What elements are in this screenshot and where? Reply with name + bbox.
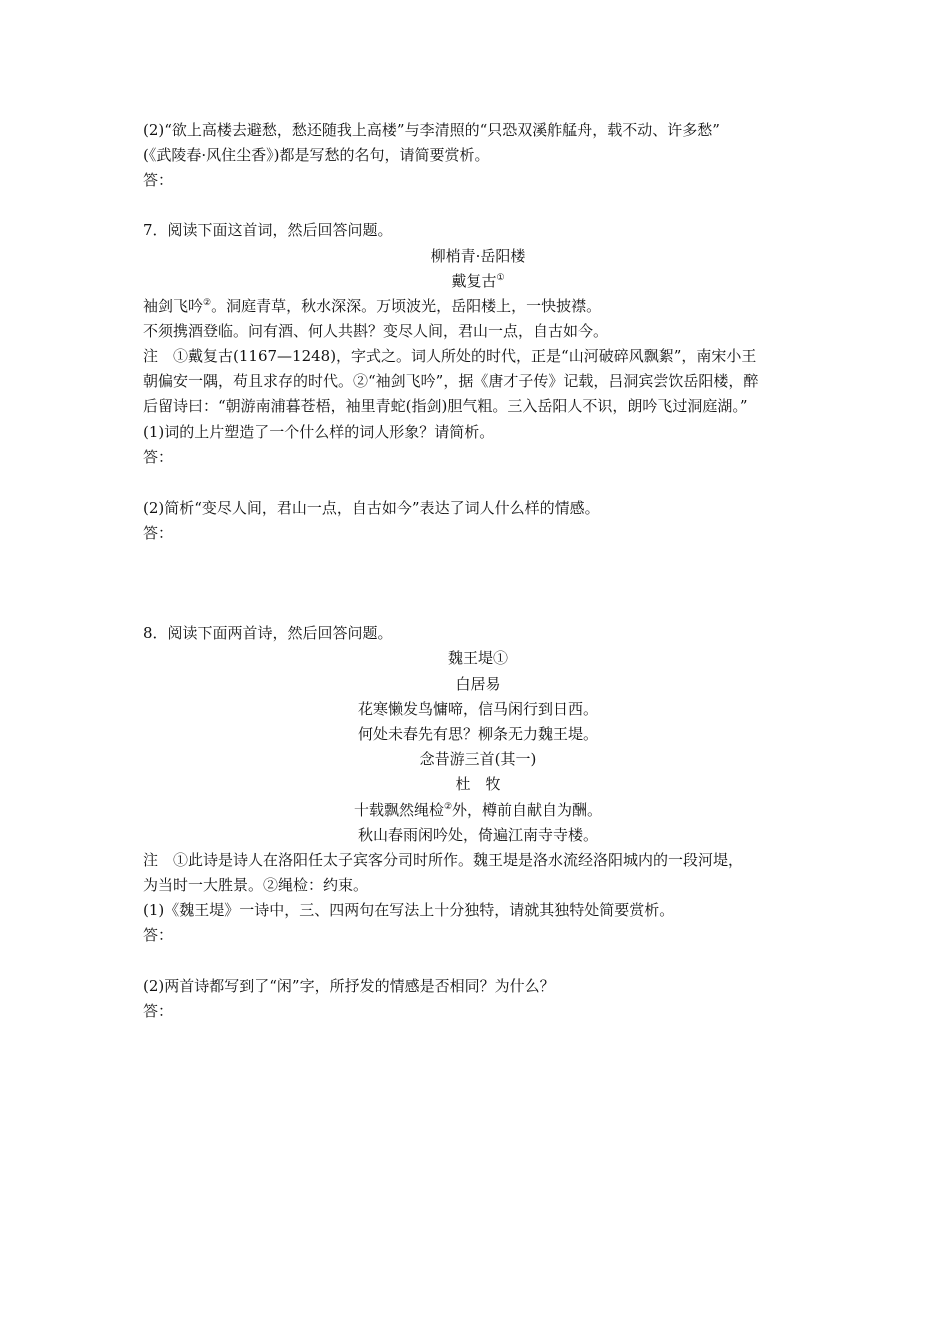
q8-poem1-author: 白居易: [455, 675, 501, 693]
q8-2-answer-label: 答：: [143, 1002, 174, 1020]
q7-poem-line1-note-mark: ②: [203, 298, 212, 308]
q8-note-line1: 注 ①此诗是诗人在洛阳任太子宾客分司时所作。魏王堤是洛水流经洛阳城内的一段河堤，: [143, 851, 744, 869]
q7-intro: 7．阅读下面这首词，然后回答问题。: [143, 221, 393, 239]
q8-poem1-title: 魏王堤①: [447, 649, 508, 667]
q8-poem2-line1: [0, 799, 950, 821]
q7-note-line1: 注 ①戴复古(1167—1248)，字式之。词人所处的时代，正是“山河破碎风飘絮”，南宋小王: [143, 347, 757, 365]
q8-note-line2: 为当时一大胜景。②绳检：约束。: [143, 876, 369, 894]
q7-author-note-mark: ①: [496, 273, 505, 283]
q8-poem2-line1-part2: 外，樽前自献自为酬。: [452, 801, 603, 819]
q8-poem2-line1-note-mark: ②: [443, 802, 453, 812]
q8-poem1-line2: 何处未春先有思？柳条无力魏王堤。: [357, 725, 598, 743]
q8-1-question: (1)《魏王堤》一诗中，三、四两句在写法上十分独特，请就其独特处简要赏析。: [143, 901, 675, 919]
q7-poem-line2: 不须携酒登临。问有酒、何人共斟？变尽人间，君山一点，自古如今。: [143, 322, 609, 340]
q7-poem-title: 柳梢青·岳阳楼: [430, 247, 526, 265]
q8-poem1-line1: 花寒懒发鸟慵啼，信马闲行到日西。: [357, 700, 598, 718]
q7-note-line2: 朝偏安一隅，苟且求存的时代。②“袖剑飞吟”，据《唐才子传》记载，吕洞宾尝饮岳阳楼，醉: [143, 372, 759, 390]
q7-2-question: (2)简析“变尽人间，君山一点，自古如今”表达了词人什么样的情感。: [143, 499, 600, 517]
q7-author-name: 戴复古: [451, 272, 497, 290]
q8-intro: 8．阅读下面两首诗，然后回答问题。: [143, 624, 393, 642]
q6-2-answer-label: 答：: [143, 171, 174, 189]
q6-2-question-line1: (2)“欲上高楼去避愁，愁还随我上高楼”与李清照的“只恐双溪舴艋舟，载不动、许多愁”: [143, 121, 720, 139]
q8-1-answer-label: 答：: [143, 926, 174, 944]
q8-2-question: (2)两首诗都写到了“闲”字，所抒发的情感是否相同？为什么？: [143, 977, 555, 995]
q8-poem2-line1-part1: 十载飘然绳检: [353, 801, 444, 819]
q7-1-answer-label: 答：: [143, 448, 174, 466]
q7-poem-line1-part1: 袖剑飞吟: [143, 297, 204, 315]
q8-poem2-line2: 秋山春雨闲吟处，倚遍江南寺寺楼。: [357, 826, 598, 844]
q8-poem2-title: 念昔游三首(其一): [419, 750, 537, 768]
q7-1-question: (1)词的上片塑造了一个什么样的词人形象？请简析。: [143, 423, 495, 441]
q7-poem-line1: [143, 295, 601, 317]
q6-2-question-line2: (《武陵春·风住尘香》)都是写愁的名句，请简要赏析。: [143, 146, 490, 164]
q7-note-line3: 后留诗曰：“朝游南浦暮苍梧，袖里青蛇(指剑)胆气粗。三入岳阳人不识，朗吟飞过洞庭湖。”: [143, 397, 748, 415]
q8-poem2-author: 杜 牧: [455, 775, 501, 793]
q7-poem-author: [0, 270, 950, 292]
q7-poem-line1-part2: 。洞庭青草，秋水深深。万顷波光，岳阳楼上，一快披襟。: [211, 297, 602, 315]
q7-2-answer-label: 答：: [143, 524, 174, 542]
